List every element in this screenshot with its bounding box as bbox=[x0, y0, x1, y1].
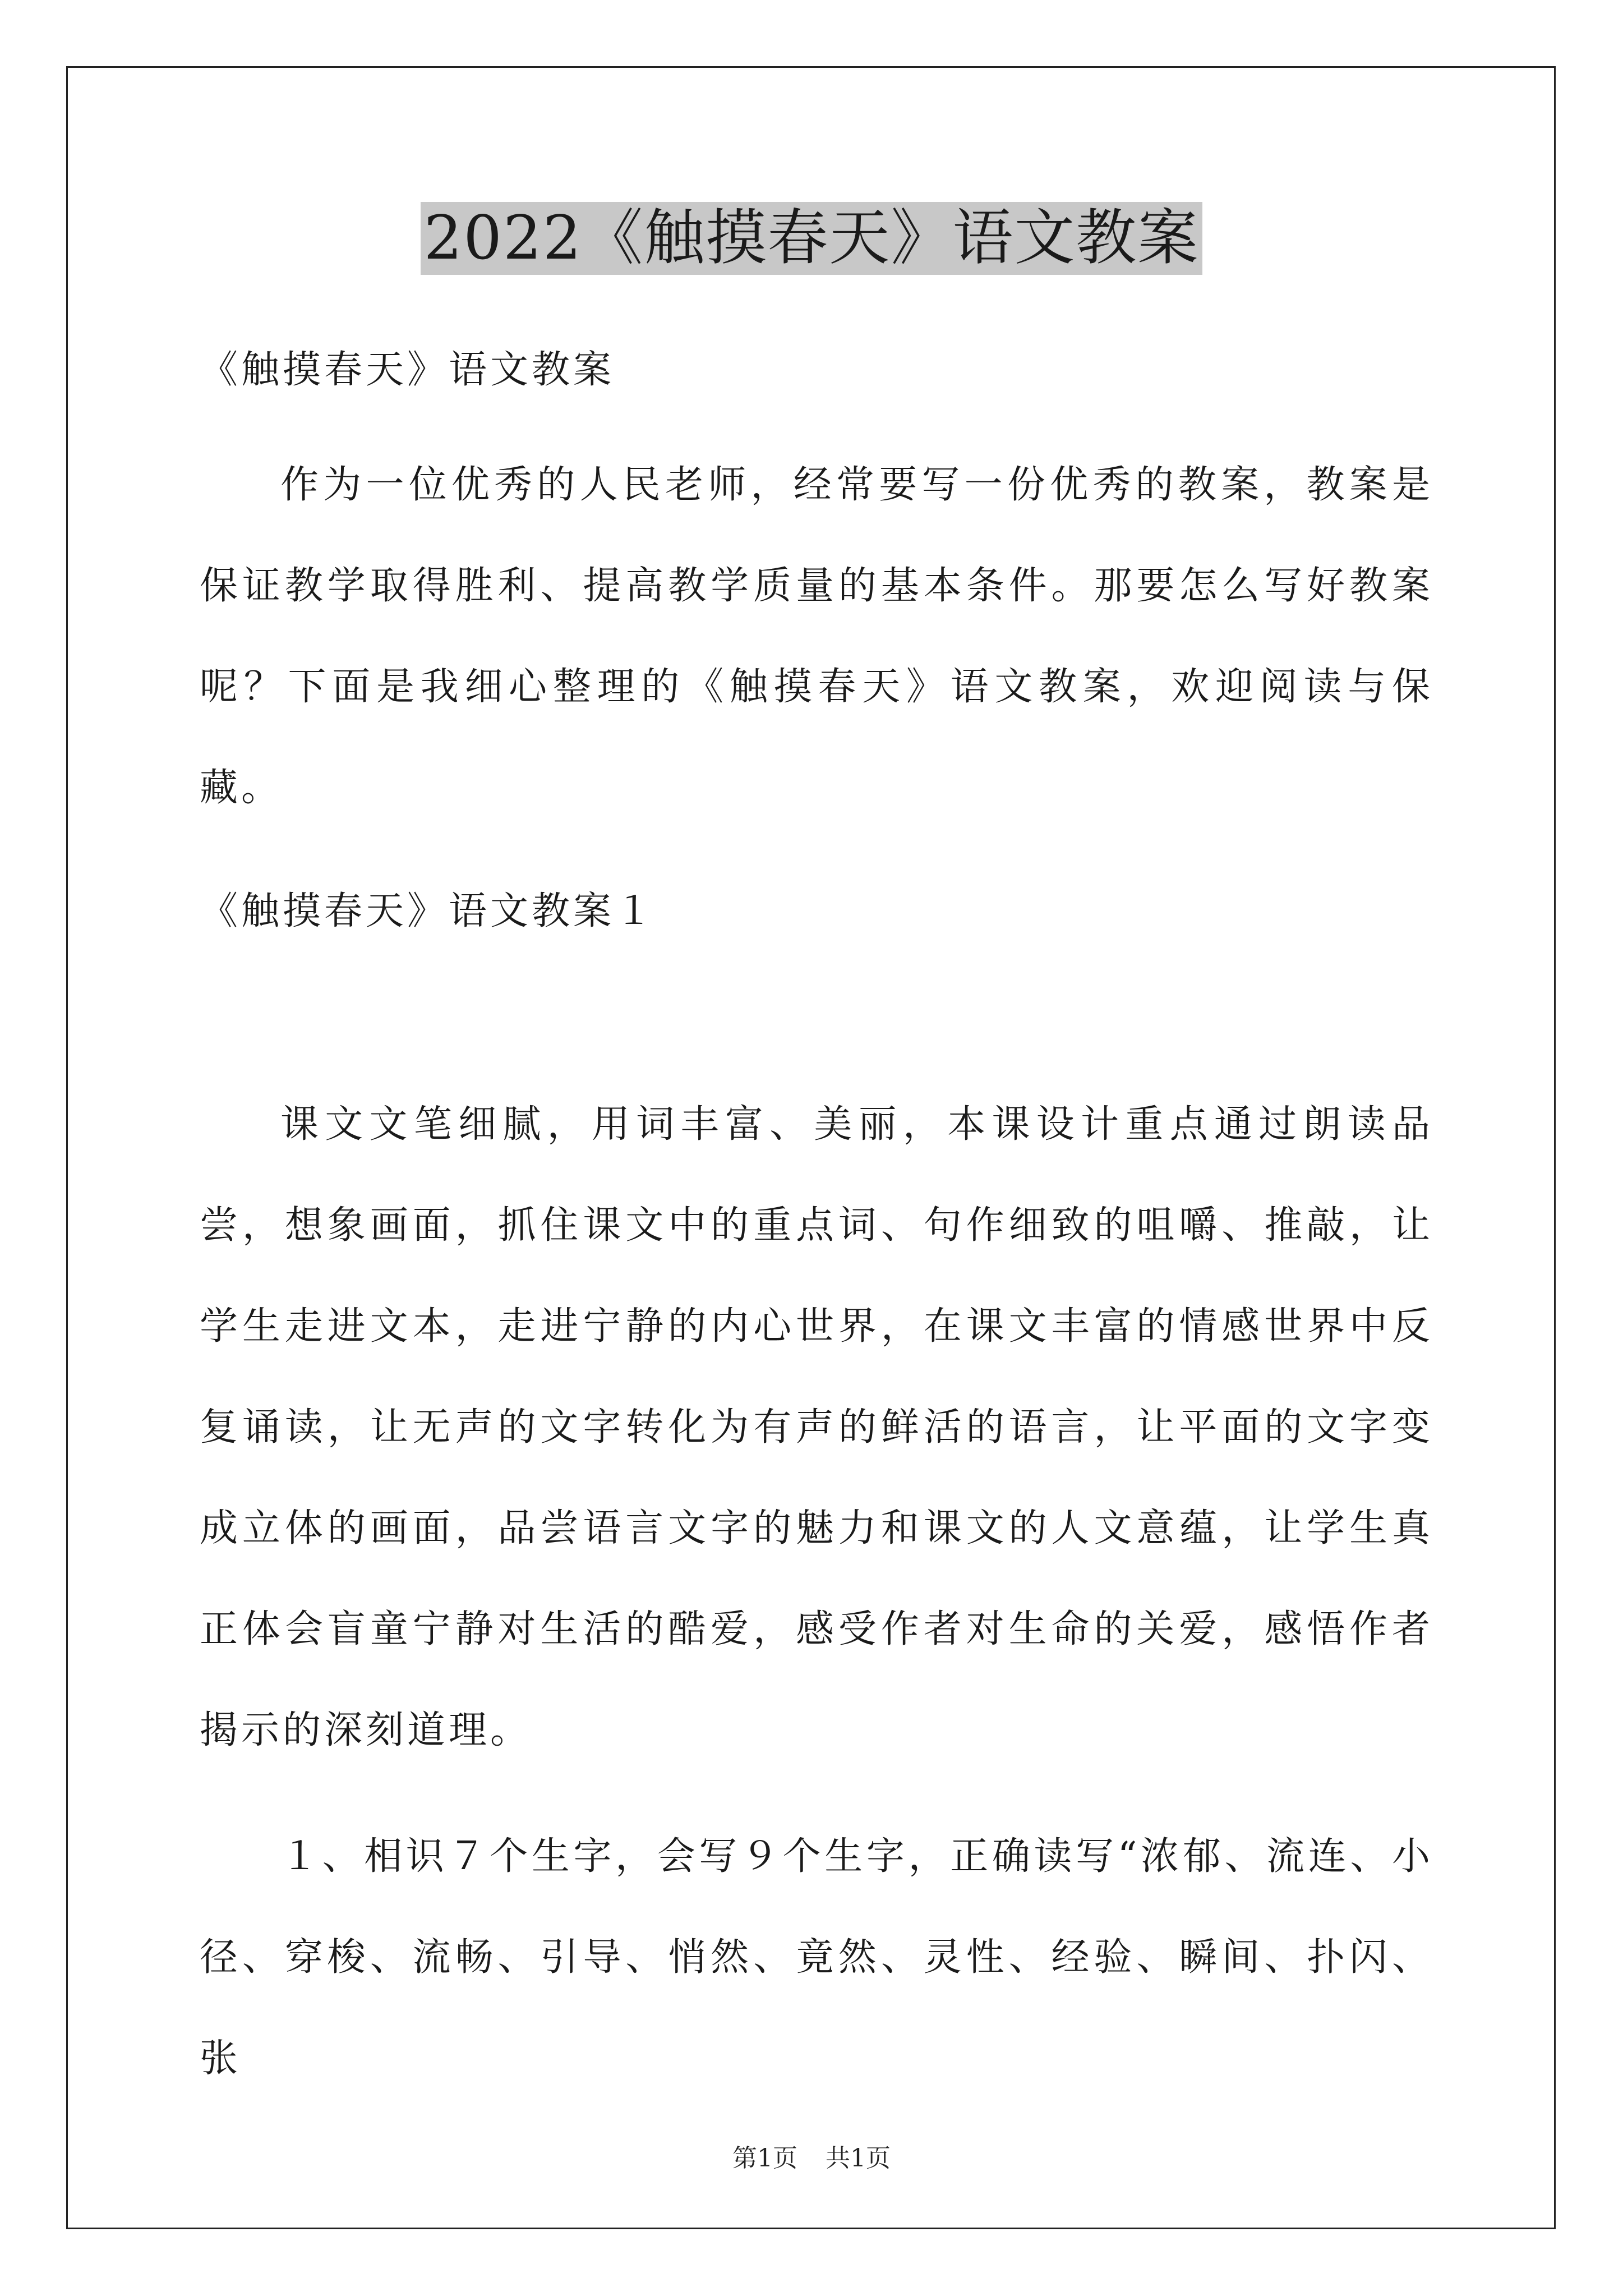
page-number: 第1页 bbox=[732, 2144, 797, 2173]
page-footer bbox=[0, 2142, 1623, 2175]
document-title-wrapper bbox=[0, 202, 1623, 275]
document-title: 2022《触摸春天》语文教案 bbox=[421, 202, 1203, 275]
document-subtitle: 《触摸春天》语文教案 bbox=[200, 348, 615, 392]
intro-paragraph: 作为一位优秀的人民老师，经常要写一份优秀的教案，教案是保证教学取得胜利、提高教学质量的基本条件。那要怎么写好教案呢？下面是我细心整理的《触摸春天》语文教案，欢迎阅读与保藏。 bbox=[200, 463, 1433, 810]
body-paragraph-2: １、相识７个生字，会写９个生字，正确读写“浓郁、流连、小径、穿梭、流畅、引导、悄然、竟然、灵性、经验、瞬间、扑闪、张 bbox=[200, 1834, 1433, 2081]
body-paragraph-1: 课文文笔细腻，用词丰富、美丽，本课设计重点通过朗读品尝，想象画面，抓住课文中的重点词、句作细致的咀嚼、推敲，让学生走进文本，走进宁静的内心世界，在课文丰富的情感世界中反复诵读，让无声的文字转化为有声的鲜活的语言，让平面的文字变成立体的画面，品尝语言文字的魅力和课文的人文意蕴，让学生真正体会盲童宁静对生活的酷爱，感受作者对生命的关爱，感悟作者揭示的深刻道理。 bbox=[200, 1102, 1433, 1752]
page-total: 共1页 bbox=[826, 2144, 891, 2173]
section-heading: 《触摸春天》语文教案１ bbox=[200, 889, 657, 933]
